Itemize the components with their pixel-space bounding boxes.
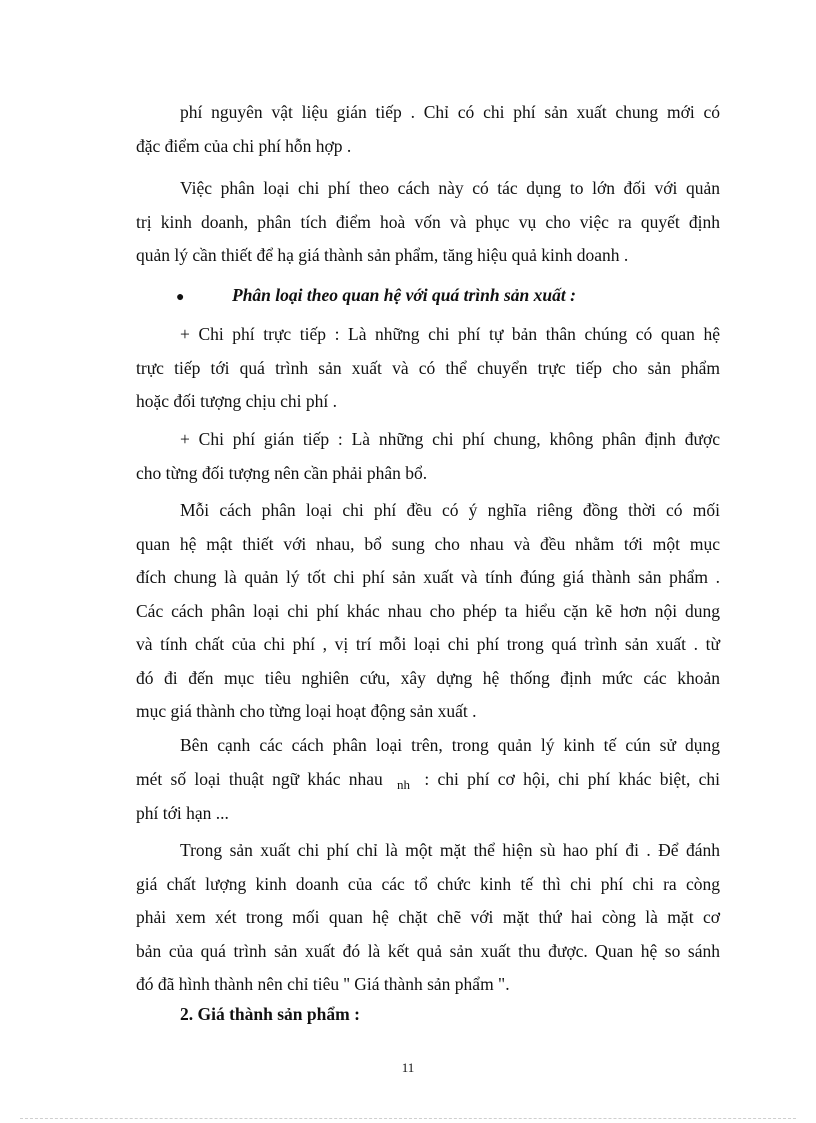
text-line: mục giá thành cho từng loại hoạt động sản xuất . [136,701,477,721]
text-line: đặc điểm của chi phí hỗn hợp . [136,135,352,156]
text-line: quan hệ mật thiết với nhau, bổ sung cho nhau và đều nhằm tới một mục [136,533,720,554]
paragraph-6 [136,729,720,831]
bullet-heading [176,279,576,315]
text-line: phí tới hạn ... [136,803,229,823]
text-line: hoặc đối tượng chịu chi phí . [136,391,337,411]
text-line: + Chi phí gián tiếp : Là những chi phí chung, không phân định được [180,429,720,449]
text-line: phải xem xét trong mối quan hệ chặt chẽ với mặt thứ hai còng là mặt cơ [136,907,720,927]
text-line: quản lý cần thiết để hạ giá thành sản phẩm, tăng hiệu quả kinh doanh . [136,245,629,265]
subscript-fragment: nh [397,776,411,792]
paragraph-indirect-cost [136,423,720,490]
text-line: Mỗi cách phân loại chi phí đều có ý nghĩa riêng đồng thời có mối [180,500,720,520]
text-fragment: mét số loại thuật ngữ khác nhau [136,768,383,789]
page-number: 11 [401,1060,415,1075]
text-line: Các cách phân loại chi phí khác nhau cho phép ta hiểu cặn kẽ hơn nội dung [136,600,720,621]
page-bottom-divider [20,1118,796,1119]
paragraph-7 [136,834,720,1002]
text-line: Bên cạnh các cách phân loại trên, trong quản lý kinh tế cún sử dụng [180,735,720,755]
text-fragment: : chi phí cơ hội, chi phí khác biệt, chi [424,768,720,789]
text-line [136,763,720,798]
text-line: đó đi đến mục tiêu nghiên cứu, xây dựng hệ thống định mức các khoản [136,667,720,688]
text-line: trực tiếp tới quá trình sản xuất và có thể chuyển trực tiếp cho sản phẩm [136,357,720,378]
paragraph-1 [136,96,720,163]
text-line: đó đã hình thành nên chỉ tiêu '' Giá thành sản phẩm ". [136,974,510,994]
text-line: cho từng đối tượng nên cần phải phân bổ. [136,462,428,483]
section-heading: 2. Giá thành sản phẩm : [180,1004,360,1024]
bullet-icon: ● [176,290,185,305]
text-line: bản của quá trình sản xuất đó là kết quả sản xuất thu được. Quan hệ so sánh [136,940,720,961]
text-line: trị kinh doanh, phân tích điểm hoà vốn và phục vụ cho việc ra quyết định [136,211,720,232]
text-line: phí nguyên vật liệu gián tiếp . Chỉ có chi phí sản xuất chung mới có [180,102,720,122]
text-line: + Chi phí trực tiếp : Là những chi phí tự bản thân chúng có quan hệ [180,324,720,344]
text-line: Việc phân loại chi phí theo cách này có tác dụng to lớn đối với quản [180,178,720,198]
text-line: giá chất lượng kinh doanh của các tổ chức kinh tế thì chi phí chi ra còng [136,873,720,894]
text-line: và tính chất của chi phí , vị trí mỗi loại chi phí trong quá trình sản xuất . từ [136,634,720,654]
paragraph-5 [136,494,720,729]
text-line: đích chung là quản lý tốt chi phí sản xuất và tính đúng giá thành sản phẩm . [136,567,720,587]
paragraph-2 [136,172,720,273]
bullet-heading-text: Phân loại theo quan hệ với quá trình sản xuất : [232,285,576,305]
paragraph-direct-cost [136,318,720,419]
text-line: Trong sản xuất chi phí chỉ là một mặt thể hiện sù hao phí đi . Để đánh [180,840,720,860]
